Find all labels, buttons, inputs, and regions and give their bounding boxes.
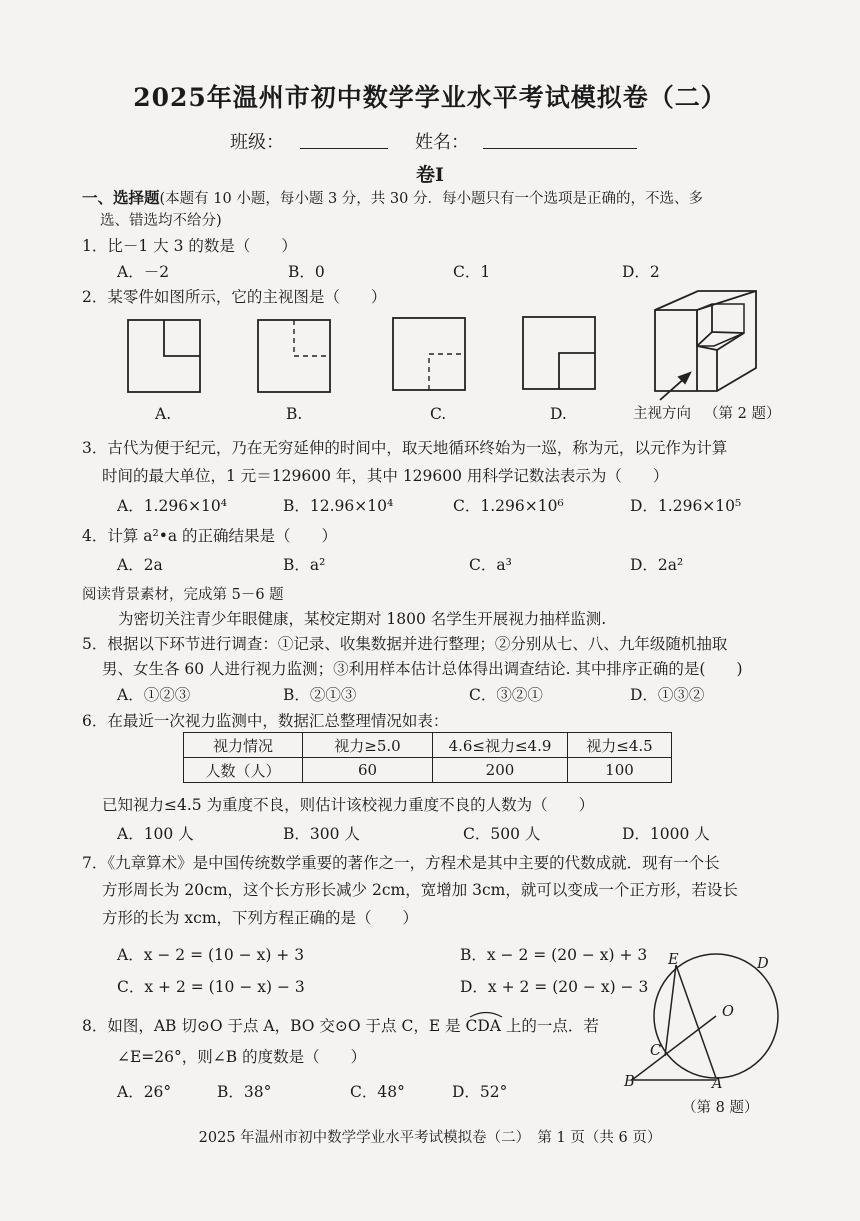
section1-heading: 一、选择题 — [82, 188, 160, 207]
q1-stem: 1．比－1 大 3 的数是（ ） — [82, 237, 297, 255]
q3-option-c[interactable]: C．1.296×10⁶ — [453, 497, 564, 515]
label-c: C — [650, 1043, 662, 1059]
q1-option-d[interactable]: D．2 — [622, 263, 660, 281]
label-d: D — [757, 956, 769, 972]
q2-option-b-label[interactable]: B. — [286, 405, 303, 423]
q3-line2: 时间的最大单位，1 元＝129600 年，其中 129600 用科学记数法表示为（ ） — [102, 467, 669, 485]
q2-stem: 2．某零件如图所示，它的主视图是（ ） — [82, 288, 387, 306]
q1-option-a[interactable]: A．－2 — [117, 263, 170, 281]
q4-stem: 4．计算 a²•a 的正确结果是（ ） — [82, 527, 338, 545]
volume-heading: 卷I — [416, 164, 444, 186]
page-footer: 2025 年温州市初中数学学业水平考试模拟卷（二） 第 1 页（共 6 页） — [198, 1130, 662, 1146]
q8-line1: 8．如图，AB 切⊙O 于点 A，BO 交⊙O 于点 C，E 是 CDA 上的一点．若 — [82, 1017, 599, 1035]
table-cell: 200 — [433, 758, 568, 783]
table-header: 视力≥5.0 — [303, 733, 433, 758]
q7-line1: 7．《九章算术》是中国传统数学重要的著作之一，方程术是其中主要的代数成就．现有一个长 — [82, 854, 720, 872]
q7-option-b[interactable]: B．x − 2 = (20 − x) + 3 — [460, 946, 648, 964]
class-label: 班级： — [230, 132, 284, 153]
q4-option-d[interactable]: D．2a² — [630, 556, 684, 574]
q8-option-d[interactable]: D．52° — [452, 1083, 508, 1101]
q6-stem: 6．在最近一次视力监测中，数据汇总整理情况如表： — [82, 712, 449, 730]
q5-line1: 5．根据以下环节进行调查：①记录、收集数据并进行整理；②分别从七、八、九年级随机抽取 — [82, 635, 728, 653]
q5-option-d[interactable]: D．①③② — [630, 686, 705, 704]
q6-option-c[interactable]: C．500 人 — [463, 825, 541, 843]
q2-option-a-label[interactable]: A. — [155, 405, 172, 423]
q3-option-d[interactable]: D．1.296×10⁵ — [630, 497, 742, 515]
reading-intro: 阅读背景素材，完成第 5－6 题 — [82, 587, 284, 603]
q5-line2: 男、女生各 60 人进行视力监测；③利用样本估计总体得出调查结论. 其中排序正确的是( ) — [102, 660, 743, 678]
q3-line1: 3．古代为便于纪元，乃在无穷延伸的时间中，取天地循环终始为一巡，称为元，以元作为计算 — [82, 439, 728, 457]
q7-option-a[interactable]: A．x − 2 = (10 − x) + 3 — [117, 946, 305, 964]
q5-option-a[interactable]: A．①②③ — [117, 686, 191, 704]
q6-option-a[interactable]: A．100 人 — [117, 825, 194, 843]
table-header: 4.6≤视力≤4.9 — [433, 733, 568, 758]
table-cell: 100 — [568, 758, 672, 783]
q1-option-c[interactable]: C．1 — [453, 263, 491, 281]
q4-option-a[interactable]: A．2a — [117, 556, 163, 574]
q5-option-b[interactable]: B．②①③ — [283, 686, 357, 704]
reading-material: 为密切关注青少年眼健康，某校定期对 1800 名学生开展视力抽样监测. — [118, 610, 607, 628]
q7-line2: 方形周长为 20cm，这个长方形长减少 2cm，宽增加 3cm，就可以变成一个正方形，若设长 — [102, 881, 738, 899]
q2-option-c-label[interactable]: C. — [430, 405, 447, 423]
q2-caption: （第 2 题） — [704, 406, 781, 422]
q8-caption: （第 8 题） — [682, 1100, 759, 1116]
q8-option-b[interactable]: B．38° — [217, 1083, 272, 1101]
q3-option-a[interactable]: A．1.296×10⁴ — [117, 497, 227, 515]
page-title: 2025年温州市初中数学学业水平考试模拟卷（二） — [133, 83, 727, 112]
name-label: 姓名： — [415, 132, 469, 153]
q7-option-d[interactable]: D．x + 2 = (20 − x) − 3 — [460, 978, 649, 996]
q6-after: 已知视力≤4.5 为重度不良，则估计该校视力重度不良的人数为（ ） — [102, 796, 595, 814]
q7-option-c[interactable]: C．x + 2 = (10 − x) − 3 — [117, 978, 305, 996]
q2-option-d-label[interactable]: D. — [550, 405, 567, 423]
section1-note: (本题有 10 小题，每小题 3 分，共 30 分．每小题只有一个选项是正确的，不选、多 — [159, 191, 703, 207]
q6-option-d[interactable]: D．1000 人 — [622, 825, 710, 843]
q8-option-c[interactable]: C．48° — [350, 1083, 405, 1101]
table-header: 视力≤4.5 — [568, 733, 672, 758]
q7-line3: 方形的长为 xcm，下列方程正确的是（ ） — [102, 909, 419, 927]
line-bo — [632, 1016, 716, 1080]
q1-option-b[interactable]: B．0 — [288, 263, 325, 281]
q8-line2: ∠E=26°，则∠B 的度数是（ ） — [117, 1048, 367, 1066]
table-row-label: 人数（人） — [184, 758, 303, 783]
q4-option-c[interactable]: C．a³ — [469, 556, 512, 574]
label-o: O — [722, 1004, 734, 1020]
label-a: A — [712, 1076, 723, 1092]
q3-option-b[interactable]: B．12.96×10⁴ — [283, 497, 394, 515]
label-b: B — [624, 1074, 635, 1090]
q5-option-c[interactable]: C．③②① — [469, 686, 543, 704]
label-e: E — [668, 952, 679, 968]
table-cell: 60 — [303, 758, 433, 783]
q6-option-b[interactable]: B．300 人 — [283, 825, 360, 843]
q4-option-b[interactable]: B．a² — [283, 556, 326, 574]
q8-option-a[interactable]: A．26° — [117, 1083, 172, 1101]
section1-note-2: 选、错选均不给分) — [100, 213, 222, 229]
table-header: 视力情况 — [184, 733, 303, 758]
view-direction-label: 主视方向 — [633, 406, 691, 422]
